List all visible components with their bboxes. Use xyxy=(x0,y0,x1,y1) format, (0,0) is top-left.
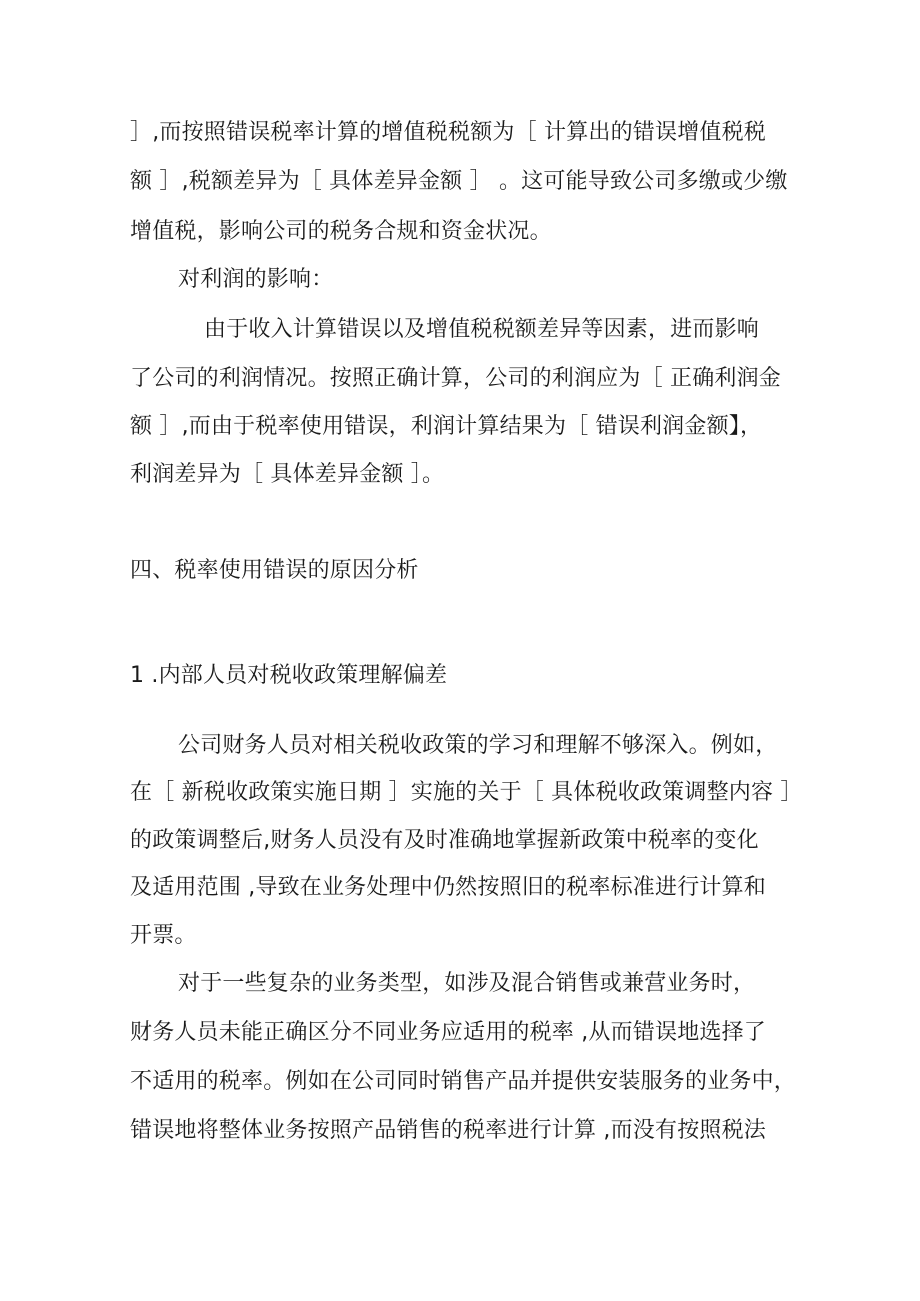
text-line: 增值税，影响公司的税务合规和资金状况。 xyxy=(130,219,552,244)
text-line: 的政策调整后,财务人员没有及时准确地掌握新政策中税率的变化 xyxy=(130,828,759,853)
subsection-heading: 1 .内部人员对税收政策理解偏差 xyxy=(130,663,448,688)
text-line: 额 ］,税额差异为［ 具体差异金额 ］ 。这可能导致公司多缴或少缴 xyxy=(130,169,788,194)
text-line: 公司财务人员对相关税收政策的学习和理解不够深入。例如， xyxy=(178,733,778,758)
profit-heading: 对利润的影响： xyxy=(178,267,334,292)
text-line: 由于收入计算错误以及增值税税额差异等因素，进而影响 xyxy=(204,317,760,342)
text-line: 及适用范围 ,导致在业务处理中仍然按照旧的税率标准进行计算和 xyxy=(130,875,766,900)
text-line: 开票。 xyxy=(130,923,197,948)
text-line: 错误地将整体业务按照产品销售的税率进行计算 ,而没有按照税法 xyxy=(130,1118,766,1143)
text-line: 了公司的利润情况。按照正确计算，公司的利润应为［ 正确利润金 xyxy=(130,366,781,391)
text-line: 额 ］,而由于税率使用错误，利润计算结果为［ 错误利润金额】， xyxy=(130,414,763,439)
text-line: 不适用的税率。例如在公司同时销售产品并提供安装服务的业务中， xyxy=(130,1069,797,1094)
text-line: ］,而按照错误税率计算的增值税税额为［ 计算出的错误增值税税 xyxy=(130,120,766,145)
text-line: 财务人员未能正确区分不同业务应适用的税率 ,从而错误地选择了 xyxy=(130,1020,766,1045)
section-heading: 四、税率使用错误的原因分析 xyxy=(130,558,419,583)
text-line: 对于一些复杂的业务类型，如涉及混合销售或兼营业务时， xyxy=(178,971,756,996)
text-line: 在［ 新税收政策实施日期 ］实施的关于［ 具体税收政策调整内容 ］ xyxy=(130,780,803,805)
text-line: 利润差异为［ 具体差异金额 ］。 xyxy=(130,462,445,487)
